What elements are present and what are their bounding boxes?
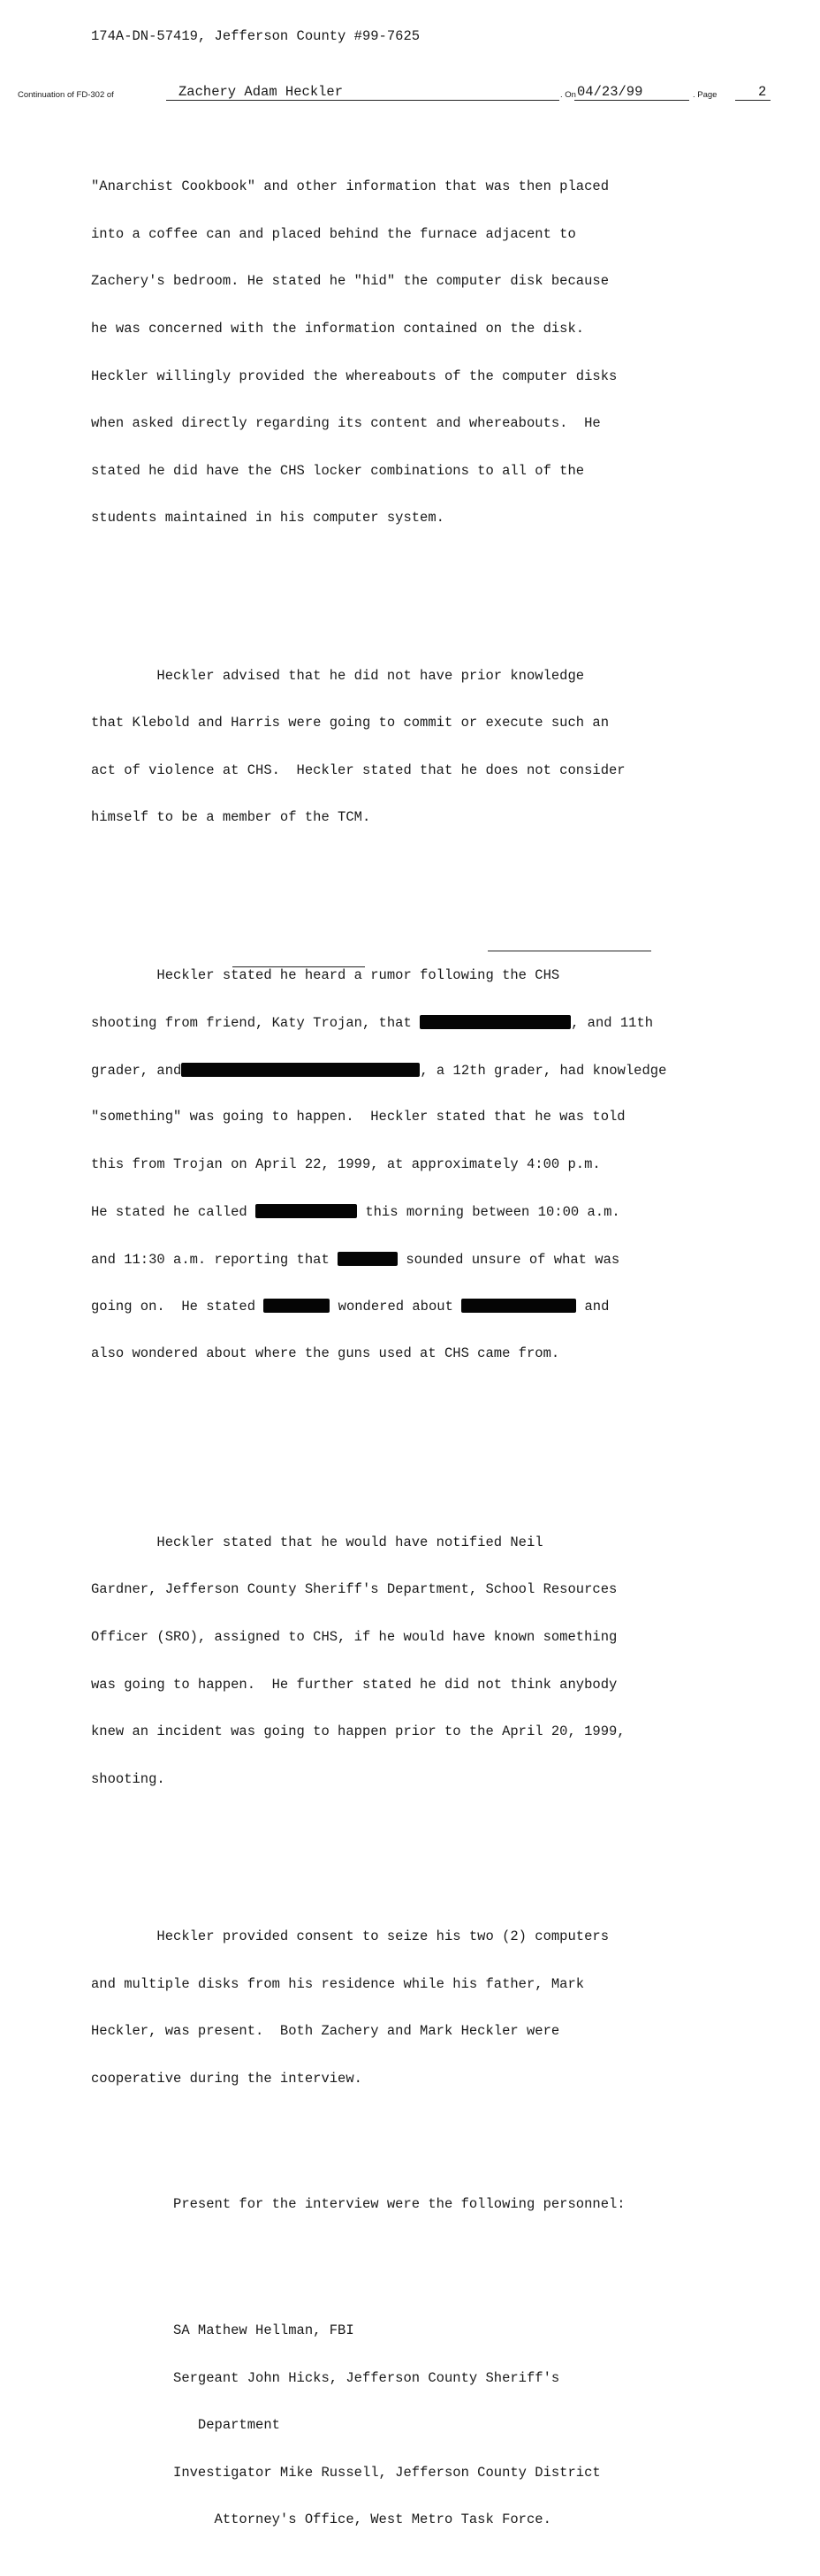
- redaction-bar: [338, 1252, 398, 1266]
- page-number: 2: [758, 84, 767, 100]
- text-line: Officer (SRO), assigned to CHS, if he would have known something: [91, 1629, 618, 1645]
- continuation-label: Continuation of FD-302 of: [18, 90, 114, 100]
- text-line: cooperative during the interview.: [91, 2070, 362, 2087]
- text-line: Heckler stated he heard a rumor following the CHS: [91, 966, 560, 983]
- text-line: [91, 1063, 666, 1079]
- report-date: 04/23/99: [577, 84, 643, 100]
- text-segment: sounded unsure of what was: [398, 1251, 620, 1268]
- redaction-bar: [420, 1015, 571, 1029]
- text-segment: grader, and: [91, 1062, 182, 1079]
- on-label: . On: [560, 90, 576, 100]
- personnel-item: Investigator Mike Russell, Jefferson County District: [91, 2464, 601, 2481]
- text-line: himself to be a member of the TCM.: [91, 809, 371, 826]
- text-line: he was concerned with the information contained on the disk.: [91, 320, 585, 337]
- text-line: Gardner, Jefferson County Sheriff's Department, School Resources: [91, 1581, 618, 1598]
- text-line: when asked directly regarding its content and whereabouts. He: [91, 415, 601, 432]
- text-line: Heckler, was present. Both Zachery and Mark Heckler were: [91, 2023, 560, 2040]
- page-label: . Page: [693, 90, 718, 100]
- text-line: [91, 1252, 666, 1268]
- paragraph-2: [91, 637, 666, 858]
- text-line: shooting.: [91, 1770, 165, 1787]
- text-line: [91, 1299, 666, 1315]
- text-segment: and 11:30 a.m. reporting that: [91, 1251, 338, 1268]
- text-segment: He stated he called: [91, 1204, 256, 1221]
- redaction-bar: [263, 1299, 330, 1313]
- text-line: that Klebold and Harris were going to commit or execute such an: [91, 715, 609, 731]
- text-line: Zachery's bedroom. He stated he "hid" the computer disk because: [91, 273, 609, 290]
- personnel-item: Department: [91, 2417, 280, 2434]
- text-segment: and: [576, 1299, 610, 1315]
- paragraph-1: [91, 148, 666, 558]
- text-line: Heckler advised that he did not have prior knowledge: [91, 667, 585, 684]
- paragraph-5: [91, 1898, 666, 2118]
- text-line: also wondered about where the guns used at CHS came from.: [91, 1345, 560, 1361]
- text-segment: going on. He stated: [91, 1299, 264, 1315]
- personnel-item: SA Mathew Hellman, FBI: [91, 2322, 354, 2339]
- text-line: this from Trojan on April 22, 1999, at approximately 4:00 p.m.: [91, 1155, 601, 1172]
- continuation-line: [18, 84, 813, 103]
- text-line: "Anarchist Cookbook" and other information that was then placed: [91, 178, 609, 195]
- personnel-list: [91, 2292, 666, 2559]
- text-segment: , and 11th: [571, 1015, 654, 1032]
- text-line: stated he did have the CHS locker combinations to all of the: [91, 462, 585, 479]
- personnel-item: Sergeant John Hicks, Jefferson County Sheriff's: [91, 2369, 560, 2386]
- paragraph-3: [91, 936, 666, 1425]
- text-segment: wondered about: [330, 1299, 462, 1315]
- text-line: act of violence at CHS. Heckler stated that he does not consider: [91, 761, 626, 778]
- text-segment: shooting from friend, Katy Trojan, that: [91, 1015, 421, 1032]
- subject-name: Zachery Adam Heckler: [178, 84, 344, 100]
- text-segment: , a 12th grader, had knowledge: [420, 1062, 667, 1079]
- text-line: was going to happen. He further stated he did not think anybody: [91, 1676, 618, 1693]
- text-line: [91, 1015, 666, 1031]
- text-line: Heckler stated that he would have notified Neil: [91, 1534, 543, 1550]
- redaction-bar: [461, 1299, 576, 1313]
- handwritten-underline: [232, 966, 365, 967]
- personnel-intro: Present for the interview were the following personnel:: [91, 2196, 626, 2213]
- text-line: [91, 1204, 666, 1220]
- text-line: and multiple disks from his residence while his father, Mark: [91, 1975, 585, 1992]
- report-body: [91, 117, 666, 2576]
- personnel-item: Attorney's Office, West Metro Task Force.: [91, 2512, 551, 2528]
- text-line: Heckler provided consent to seize his two (2) computers: [91, 1928, 609, 1945]
- text-line: "something" was going to happen. Heckler stated that he was told: [91, 1109, 626, 1125]
- paragraph-4: [91, 1504, 666, 1819]
- redaction-bar: [255, 1204, 357, 1218]
- text-line: knew an incident was going to happen prior to the April 20, 1999,: [91, 1724, 626, 1740]
- text-line: students maintained in his computer system.: [91, 510, 444, 527]
- file-number-header: 174A-DN-57419, Jefferson County #99-7625: [91, 28, 421, 44]
- text-segment: this morning between 10:00 a.m.: [357, 1204, 620, 1221]
- text-line: into a coffee can and placed behind the furnace adjacent to: [91, 225, 576, 242]
- text-line: Heckler willingly provided the whereabouts of the computer disks: [91, 367, 618, 384]
- redaction-bar: [181, 1063, 420, 1077]
